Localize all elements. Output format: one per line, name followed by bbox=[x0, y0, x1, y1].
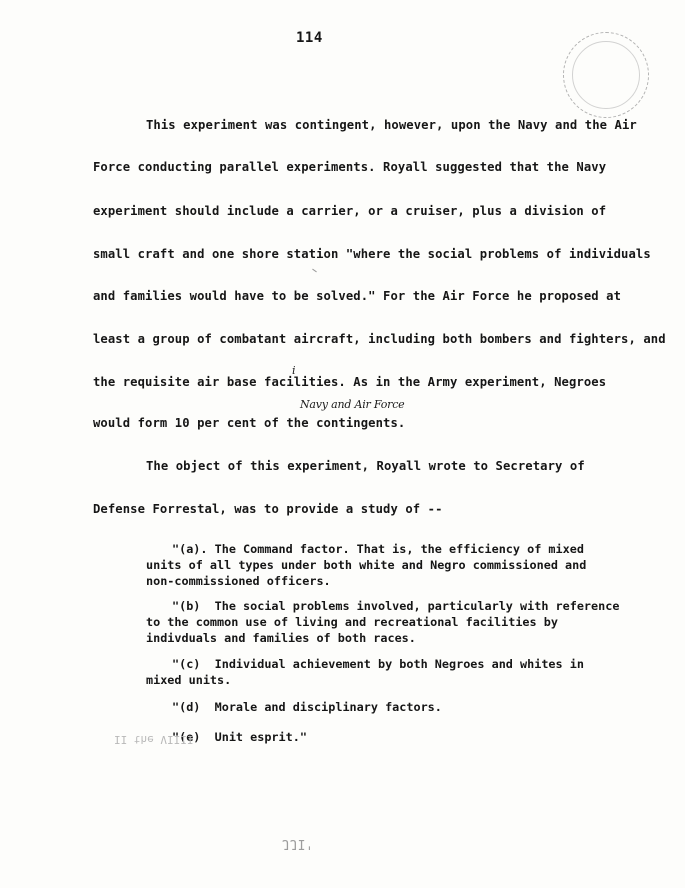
quote-b-line-1: "(b) The social problems involved, particularly with reference bbox=[172, 599, 620, 613]
quote-a-line-2: units of all types under both white and Negro commissioned and bbox=[146, 558, 587, 572]
quote-c-line-2: mixed units. bbox=[146, 673, 232, 687]
paragraph-2-line-1: The object of this experiment, Royall wrote to Secretary of bbox=[146, 459, 585, 473]
paragraph-1-line-3: experiment should include a carrier, or a cruiser, plus a division of bbox=[93, 204, 607, 218]
quote-c-line-1: "(c) Individual achievement by both Negroes and whites in bbox=[172, 657, 584, 671]
paragraph-1-line-1: This experiment was contingent, however, upon the Navy and the Air bbox=[146, 118, 637, 132]
bleed-through-text: II the VIIII bbox=[114, 733, 194, 746]
quote-a-line-1: "(a). The Command factor. That is, the efficiency of mixed bbox=[172, 542, 584, 556]
paragraph-1-line-5: and families would have to be solved." For the Air Force he proposed at bbox=[93, 289, 622, 303]
paragraph-1-line-8: would form 10 per cent of the contingents. bbox=[93, 416, 406, 430]
paragraph-1-line-4: small craft and one shore station "where the social problems of individuals bbox=[93, 247, 651, 261]
quote-a-line-3: non-commissioned officers. bbox=[146, 574, 331, 588]
footer-bleed-mark: JJI' bbox=[282, 836, 314, 851]
handwritten-correction-i: i bbox=[292, 364, 296, 377]
paragraph-1-line-2: Force conducting parallel experiments. Royall suggested that the Navy bbox=[93, 160, 607, 174]
quote-b-line-2: to the common use of living and recreational facilities by bbox=[146, 615, 558, 629]
quote-d-line-1: "(d) Morale and disciplinary factors. bbox=[172, 700, 442, 714]
stray-mark bbox=[312, 269, 317, 273]
page-number: 114 bbox=[296, 30, 323, 46]
archive-stamp-inner-ring bbox=[572, 41, 640, 109]
archive-stamp bbox=[563, 32, 649, 118]
handwritten-insertion: Navy and Air Force bbox=[300, 398, 405, 411]
quote-b-line-3: indivduals and families of both races. bbox=[146, 631, 416, 645]
paragraph-1-line-6: least a group of combatant aircraft, including both bombers and fighters, and bbox=[93, 332, 666, 346]
paragraph-1-line-7: the requisite air base facilities. As in the Army experiment, Negroes bbox=[93, 375, 607, 389]
paragraph-2-line-2: Defense Forrestal, was to provide a study of -- bbox=[93, 502, 443, 516]
quote-e-line-1: "(e) Unit esprit." bbox=[172, 730, 307, 744]
